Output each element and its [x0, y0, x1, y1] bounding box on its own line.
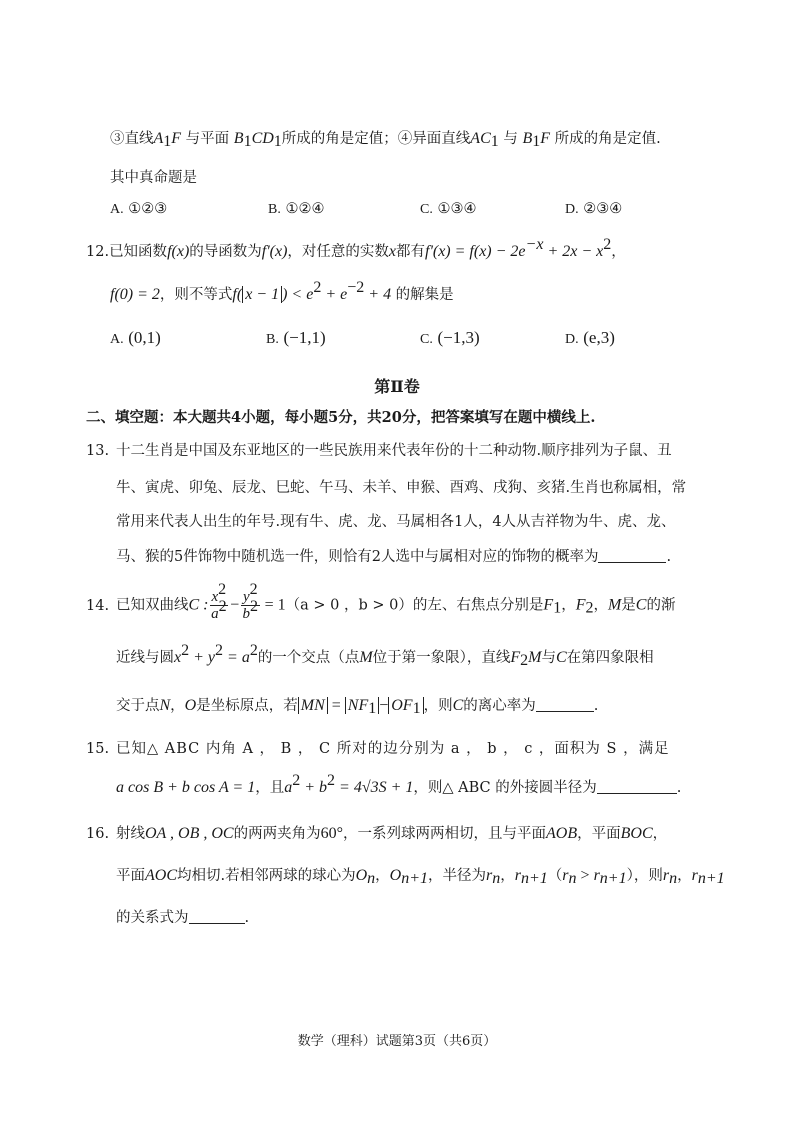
q14-number: 14.	[86, 597, 110, 614]
q16-answer-blank[interactable]	[189, 909, 245, 924]
q15-answer-blank[interactable]	[597, 779, 677, 794]
q14-frac-x: $\frac{x^2}{a^2}$	[211, 581, 227, 622]
q11-option-d: D. ②③④	[565, 201, 623, 217]
q12-option-b: B. (−1,1)	[266, 328, 326, 347]
section-heading: 二、填空题：本大题共4小题，每小题5分，共20分，把答案填写在题中横线上.	[86, 409, 596, 426]
q16-line-1: 16. 射线OA , OB , OC的两两夹角为60°，一系列球两两相切，且与平面AOB，平面BOC，	[86, 825, 668, 842]
q14-line-1: 14. 已知双曲线C : $\frac{x^2}{a^2}$ − $\frac{y^2}{b^2}$ = 1（a > 0 ，b > 0）的左、右焦点分别是$F_1$，$F_2$，M是C的渐	[86, 581, 676, 622]
q13-line-3: 常用来代表人出生的年号.现有牛、虎、龙、马属相各1人，4人从吉祥物为牛、虎、龙、	[116, 514, 676, 530]
q13-answer-blank[interactable]	[598, 548, 666, 563]
q15-number: 15.	[86, 741, 110, 757]
q13-line-4: 马、猴的5件饰物中随机选一件，则恰有2人选中与属相对应的饰物的概率为 .	[116, 549, 672, 565]
q12-option-a: A. (0,1)	[110, 328, 161, 347]
page-footer: 数学（理科）试题第3页（共6页）	[297, 1034, 497, 1049]
q11-option-c: C. ①③④	[420, 201, 477, 217]
q14-line-2: 近线与圆$x^2 + y^2 = a^2$的一个交点（点M位于第一象限），直线$F_2M$与C在第四象限相	[116, 642, 654, 669]
q15-line-1: 15. 已知△ ABC 内角 A ， B ， C 所对的边分别为 a ， b ， c ，面积为 S ，满足	[86, 741, 670, 757]
q12-number: 12.	[86, 244, 110, 260]
q14-frac-y: $\frac{y^2}{b^2}$	[242, 581, 259, 622]
q12-line-2: f(0) = 2，则不等式f( x − 1 ) < $e^2 + e^{-2} + 4$ 的解集是	[110, 279, 454, 303]
q16-line-3: 的关系式为 .	[116, 910, 250, 926]
q14-answer-blank[interactable]	[536, 697, 594, 712]
q12-line-1: 12.已知函数f(x)的导函数为f'(x)，对任意的实数x都有$f'(x) = f(x) - 2e^{-x} + 2x - x^2$，	[86, 236, 626, 260]
q13-line-1: 13. 十二生肖是中国及东亚地区的一些民族用来代表年份的十二种动物.顺序排列为子鼠、丑	[86, 443, 672, 459]
q11-option-b: B. ①②④	[268, 201, 325, 217]
q14-line-3: 交于点N，O是坐标原点，若 MN = $NF_1 - OF_1$ ，则C的离心率为 .	[116, 697, 599, 717]
q12-option-d: D. (e,3)	[565, 328, 615, 347]
q13-number: 13.	[86, 443, 110, 459]
q11-statement-3-4: ③直线$A_1F$ 与平面 $B_1CD_1$所成的角是定值；④异面直线$AC_1$ 与 $B_1F$ 所成的角是定值.	[110, 130, 661, 150]
q16-line-2: 平面AOC均相切.若相邻两球的球心为$O_n$，$O_{n+1}$，半径为$r_n$，$r_{n+1}(r_n > r_{n+1})$，则$r_n$，$r_{n+1}$	[116, 867, 725, 887]
q11-option-a: A. ①②③	[110, 201, 168, 217]
q16-number: 16.	[86, 826, 110, 842]
q11-intro: 其中真命题是	[110, 170, 197, 186]
part2-title: 第Ⅱ卷	[374, 377, 420, 396]
q12-option-c: C. (−1,3)	[420, 328, 480, 347]
q15-line-2: a cos B + b cos A = 1，且$a^2 + b^2 = 4√3S + 1$，则△ ABC 的外接圆半径为 .	[116, 772, 682, 796]
q13-line-2: 牛、寅虎、卯兔、辰龙、巳蛇、午马、未羊、申猴、酉鸡、戌狗、亥猪.生肖也称属相，常	[116, 480, 687, 496]
